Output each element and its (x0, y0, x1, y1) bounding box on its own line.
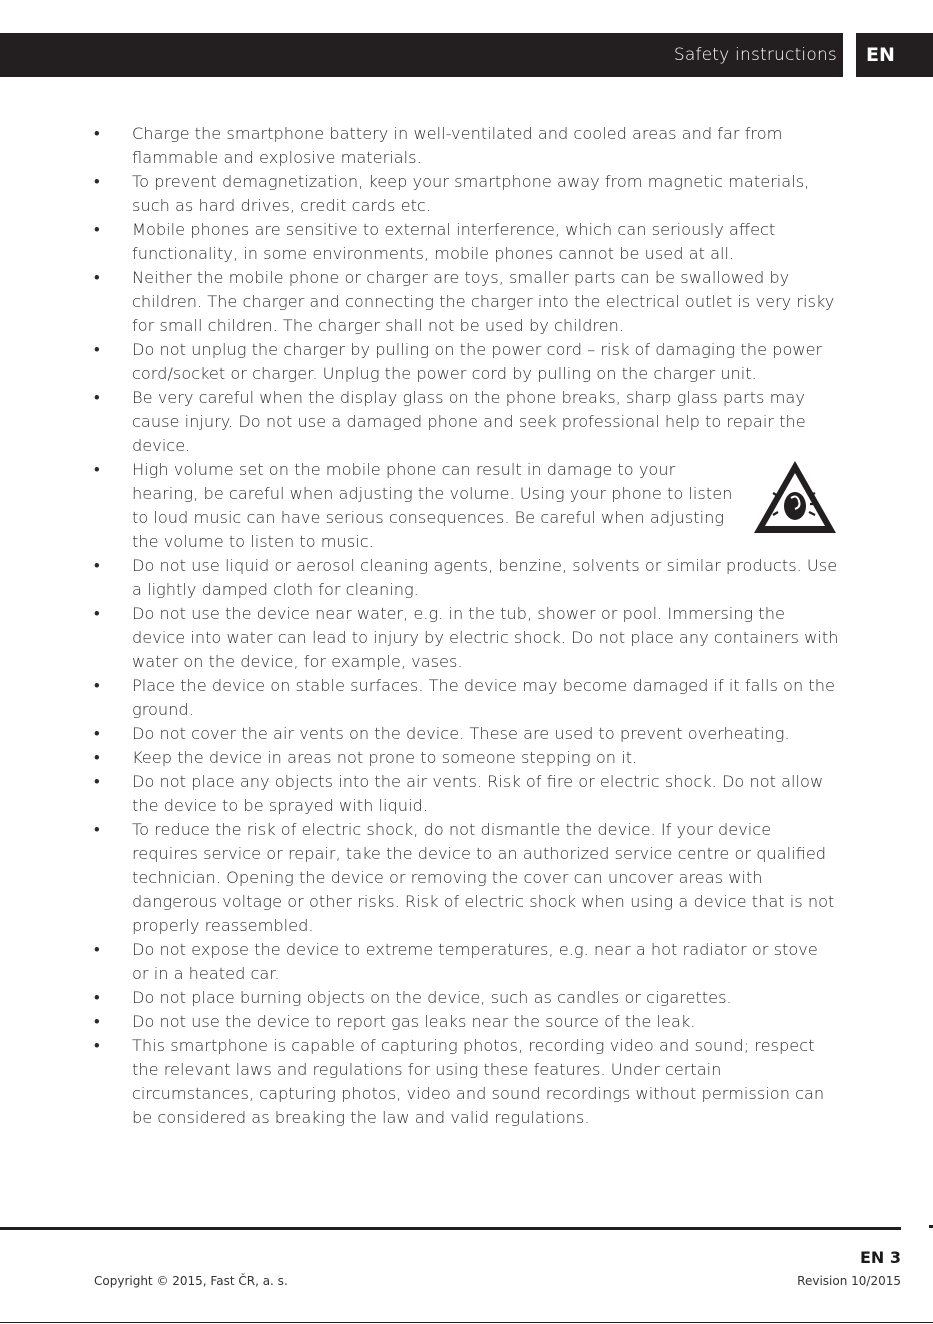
bullet: • (94, 940, 100, 959)
item-text: Do not place any objects into the air vents. Risk of fire or electric shock. Do not allow the device to be sprayed with liquid. (132, 772, 824, 815)
bullet: • (94, 172, 100, 191)
item-text: This smartphone is capable of capturing photos, recording video and sound; respect the relevant laws and regulations for using these features. Under certain circumstances, capturing photos, video and sound recordings without permission can be considered as breaking the law and valid regulations. (132, 1036, 825, 1127)
item-text: Charge the smartphone battery in well-ventilated and cooled areas and far from flammable and explosive materials. (132, 124, 783, 167)
list-item (94, 746, 839, 770)
revision-text: Revision 10/2015 (797, 1274, 901, 1288)
bullet: • (94, 460, 100, 479)
item-text: Do not unplug the charger by pulling on the power cord – risk of damaging the power cord/socket or charger. Unplug the power cord by pulling on the charger unit. (132, 340, 823, 383)
list-item (94, 338, 839, 386)
bullet: • (94, 772, 100, 791)
hearing-warning-icon (751, 458, 839, 536)
bullet: • (94, 388, 100, 407)
bullet: • (94, 556, 100, 575)
bullet: • (94, 676, 100, 695)
list-item (94, 1034, 839, 1130)
section-title: Safety instructions (673, 45, 837, 65)
list-item (94, 602, 839, 674)
list-item (94, 1010, 839, 1034)
footer-tick (929, 1225, 933, 1228)
item-text: Keep the device in areas not prone to someone stepping on it. (132, 748, 638, 767)
item-text: Do not use the device to report gas leaks near the source of the leak. (132, 1012, 696, 1031)
item-text: Mobile phones are sensitive to external interference, which can seriously affect functionality, in some environments, mobile phones cannot be used at all. (132, 220, 776, 263)
item-text: Place the device on stable surfaces. The device may become damaged if it falls on the ground. (132, 676, 835, 719)
copyright-text: Copyright © 2015, Fast ČR, a. s. (94, 1274, 288, 1288)
language-label: EN (866, 44, 895, 66)
list-item (94, 986, 839, 1010)
bullet: • (94, 724, 100, 743)
footer-rule (0, 1227, 901, 1230)
bottom-rule (0, 1322, 933, 1323)
safety-content (94, 122, 839, 1130)
list-item (94, 170, 839, 218)
bullet: • (94, 124, 100, 143)
list-item (94, 386, 839, 458)
bullet: • (94, 748, 100, 767)
item-text: Do not place burning objects on the device, such as candles or cigarettes. (132, 988, 732, 1007)
item-text: To reduce the risk of electric shock, do not dismantle the device. If your device requires service or repair, take the device to an authorized service centre or qualified technician. Opening the device or removing the cover can uncover areas with dangerous voltage or other risks. Risk of electric shock when using a device that is not properly reassembled. (132, 820, 835, 935)
bullet: • (94, 1012, 100, 1031)
list-item (94, 218, 839, 266)
item-text: Do not use liquid or aerosol cleaning agents, benzine, solvents or similar products. Use a lightly damped cloth for cleaning. (132, 556, 838, 599)
bullet: • (94, 340, 100, 359)
list-item (94, 770, 839, 818)
list-item (94, 554, 839, 602)
item-text: Be very careful when the display glass on the phone breaks, sharp glass parts may cause injury. Do not use a damaged phone and seek professional help to repair the device. (132, 388, 806, 455)
bullet: • (94, 604, 100, 623)
header-bar (0, 33, 843, 77)
language-badge (856, 33, 933, 77)
item-text: Do not cover the air vents on the device. These are used to prevent overheating. (132, 724, 790, 743)
page-number: EN 3 (859, 1248, 901, 1267)
item-text: Do not use the device near water, e.g. in the tub, shower or pool. Immersing the device into water can lead to injury by electric shock. Do not place any containers with water on the device, for example, vases. (132, 604, 839, 671)
bullet: • (94, 268, 100, 287)
list-item (94, 818, 839, 938)
list-item (94, 722, 839, 746)
list-item (94, 458, 839, 554)
bullet: • (94, 1036, 100, 1055)
item-text: High volume set on the mobile phone can result in damage to your hearing, be careful when adjusting the volume. Using your phone to listen to loud music can have serious consequences. Be careful when adjusting the volume to listen to music. (132, 460, 733, 551)
bullet: • (94, 220, 100, 239)
list-item (94, 266, 839, 338)
bullet: • (94, 820, 100, 839)
bullet: • (94, 988, 100, 1007)
list-item (94, 938, 839, 986)
item-text: Do not expose the device to extreme temperatures, e.g. near a hot radiator or stove or in a heated car. (132, 940, 818, 983)
item-text: To prevent demagnetization, keep your smartphone away from magnetic materials, such as hard drives, credit cards etc. (132, 172, 810, 215)
list-item (94, 122, 839, 170)
item-text: Neither the mobile phone or charger are toys, smaller parts can be swallowed by children. The charger and connecting the charger into the electrical outlet is very risky for small children. The charger shall not be used by children. (132, 268, 835, 335)
safety-list (94, 122, 839, 1130)
list-item (94, 674, 839, 722)
